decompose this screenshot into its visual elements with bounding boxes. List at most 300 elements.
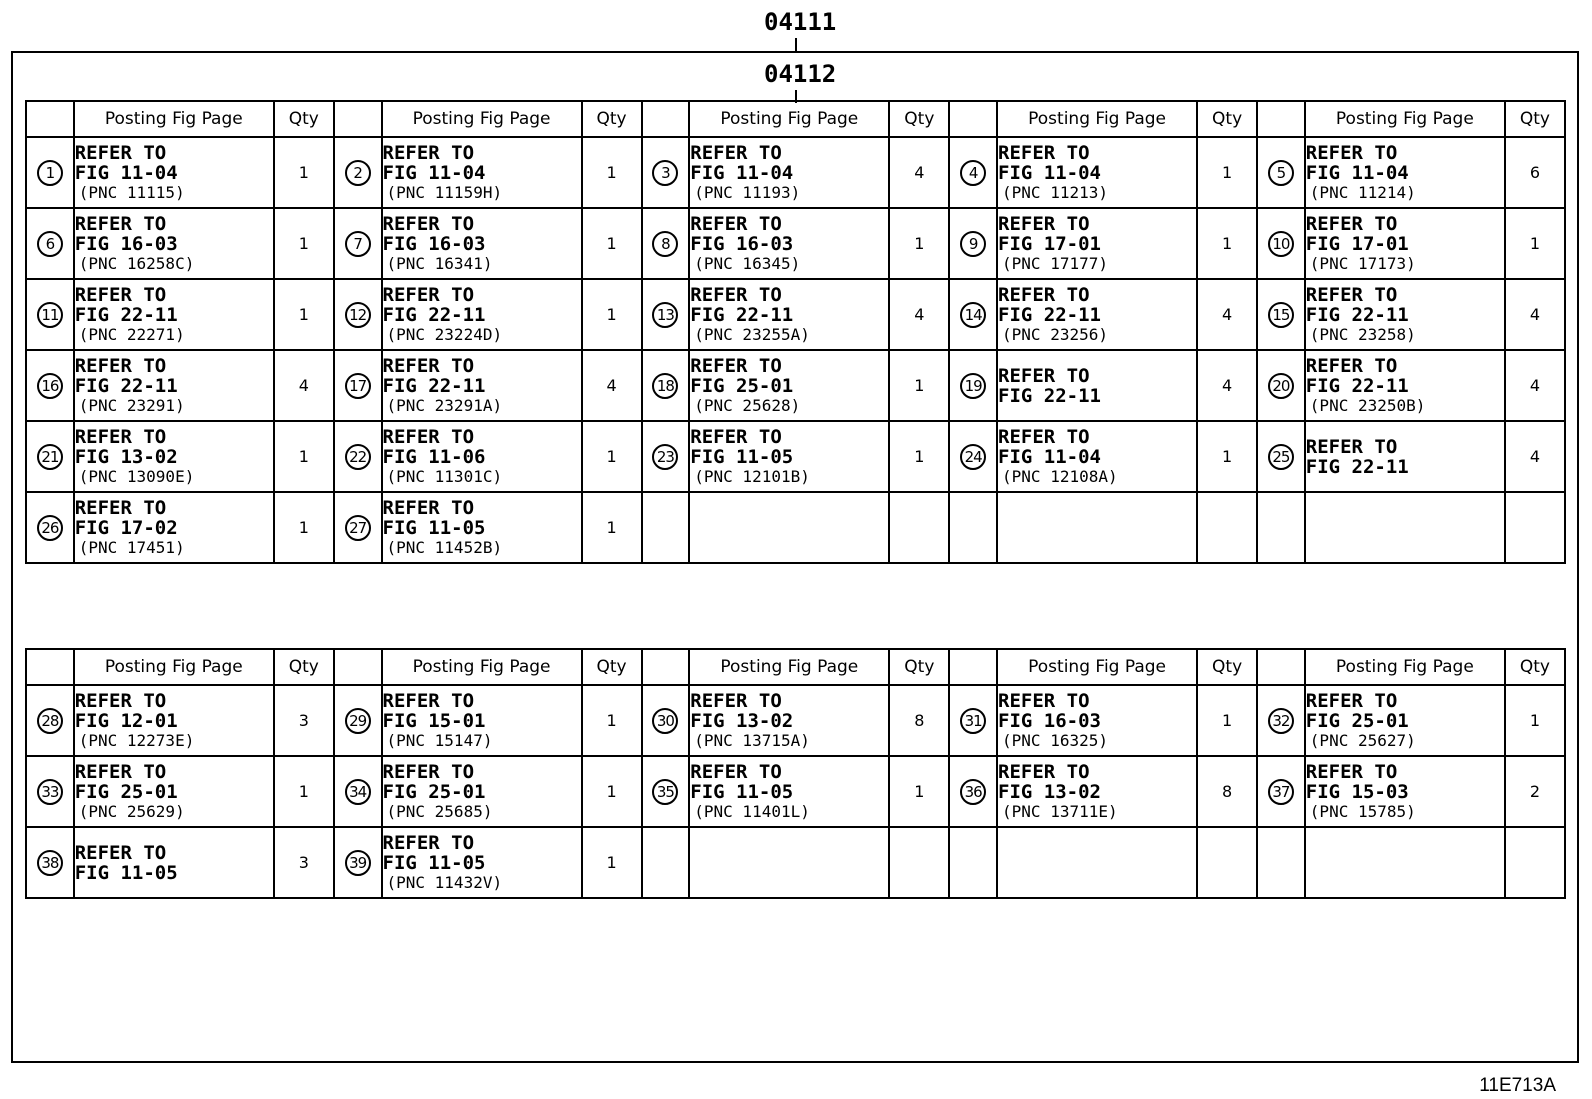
qty-header: Qty [1197,101,1257,137]
callout-cell [642,350,690,421]
posting-cell [997,279,1197,350]
refer-line: REFER TO [382,496,475,519]
fig-line: FIG 11-06 [382,445,486,468]
qty-cell: 1 [1197,421,1257,492]
refer-line: REFER TO [382,689,475,712]
callout-cell [26,279,74,350]
pnc-line: (PNC 13090E) [78,466,195,486]
qty-cell: 4 [582,350,642,421]
pnc-line: (PNC 11432V) [386,872,503,892]
callout-cell [334,756,382,827]
fig-line: FIG 11-04 [998,445,1101,468]
pnc-line: (PNC 16325) [1002,730,1108,750]
posting-cell [74,421,274,492]
fig-line: FIG 22-11 [690,303,794,326]
parts-table-1 [25,100,1566,564]
qty-cell: 1 [582,421,642,492]
refer-line: REFER TO [74,212,167,235]
qty-cell: 1 [582,137,642,208]
table-row [26,492,1565,563]
circled-number: 39 [345,850,371,876]
posting-cell [74,208,274,279]
pnc-line: (PNC 11401L) [694,801,810,821]
callout-cell [1257,279,1305,350]
pnc-line: (PNC 17177) [1002,253,1108,273]
callout-cell [26,421,74,492]
posting-cell [997,421,1197,492]
pnc-line: (PNC 23258) [1309,324,1416,344]
qty-cell: 4 [889,279,949,350]
circled-number: 26 [37,515,63,541]
callout-cell [334,827,382,898]
callout-cell [334,137,382,208]
posting-cell [1305,492,1505,563]
pnc-line: (PNC 25628) [694,395,801,415]
qty-header: Qty [582,101,642,137]
qty-cell: 3 [274,685,334,756]
posting-header: Posting Fig Page [1305,649,1505,685]
callout-cell [642,492,690,563]
circled-number: 9 [960,231,986,257]
qty-cell: 1 [274,492,334,563]
figure-id: 11E713A [1479,1075,1556,1096]
pnc-line: (PNC 16258C) [78,253,195,273]
refer-line: REFER TO [74,689,167,712]
pnc-line: (PNC 11115) [78,182,185,202]
circled-number: 13 [652,302,678,328]
qty-cell: 1 [582,492,642,563]
pnc-line: (PNC 23255A) [694,324,810,344]
pnc-line: (PNC 12108A) [1002,466,1118,486]
fig-line: FIG 11-05 [690,780,794,803]
refer-line: REFER TO [74,283,167,306]
circled-number: 36 [960,779,986,805]
callout-04112: 04112 [764,60,837,88]
fig-line: FIG 11-04 [690,161,794,184]
posting-cell [689,137,889,208]
qty-cell: 4 [1197,350,1257,421]
pnc-line: (PNC 15147) [386,730,493,750]
qty-header: Qty [1197,649,1257,685]
refer-line: REFER TO [690,141,782,164]
fig-line: FIG 22-11 [1305,303,1409,326]
refer-line: REFER TO [74,354,167,377]
refer-line: REFER TO [1305,212,1398,235]
callout-cell [1257,421,1305,492]
qty-cell: 1 [582,208,642,279]
posting-cell [382,279,582,350]
circled-number: 38 [37,850,63,876]
callout-cell [1257,350,1305,421]
refer-line: REFER TO [74,496,167,519]
posting-cell [689,492,889,563]
pnc-line: (PNC 17451) [78,537,185,557]
pnc-line: (PNC 25685) [386,801,493,821]
qty-cell: 1 [274,756,334,827]
circled-number: 8 [652,231,678,257]
circled-number: 31 [960,708,986,734]
circled-number: 4 [960,160,986,186]
posting-cell [997,350,1197,421]
posting-header: Posting Fig Page [689,101,889,137]
pnc-line: (PNC 23291) [78,395,185,415]
pnc-line: (PNC 23256) [1002,324,1108,344]
num-header [949,649,997,685]
posting-cell [1305,756,1505,827]
circled-number: 28 [37,708,63,734]
posting-cell [382,137,582,208]
callout-cell [26,492,74,563]
refer-line: REFER TO [998,141,1090,164]
qty-cell: 1 [274,137,334,208]
fig-line: FIG 22-11 [998,384,1101,407]
fig-line: FIG 22-11 [1305,455,1409,478]
posting-cell [1305,685,1505,756]
refer-line: REFER TO [74,760,167,783]
callout-cell [642,685,690,756]
posting-cell [74,137,274,208]
circled-number: 16 [37,373,63,399]
pnc-line: (PNC 23224D) [386,324,503,344]
pnc-line: (PNC 11193) [694,182,801,202]
refer-line: REFER TO [382,831,475,854]
circled-number: 7 [345,231,371,257]
circled-number: 35 [652,779,678,805]
posting-cell [74,685,274,756]
refer-line: REFER TO [74,841,167,864]
fig-line: FIG 12-01 [74,709,178,732]
callout-cell [642,421,690,492]
fig-line: FIG 11-05 [690,445,794,468]
refer-line: REFER TO [690,354,782,377]
refer-line: REFER TO [382,354,475,377]
fig-line: FIG 22-11 [1305,374,1409,397]
table-row [26,421,1565,492]
refer-line: REFER TO [690,425,782,448]
circled-number: 37 [1268,779,1294,805]
fig-line: FIG 13-02 [998,780,1101,803]
qty-cell: 8 [889,685,949,756]
fig-line: FIG 25-01 [690,374,794,397]
callout-cell [334,492,382,563]
qty-header: Qty [1505,101,1565,137]
posting-header: Posting Fig Page [1305,101,1505,137]
fig-line: FIG 22-11 [74,303,178,326]
pnc-line: (PNC 23291A) [386,395,503,415]
refer-line: REFER TO [998,364,1090,387]
fig-line: FIG 11-04 [382,161,486,184]
fig-line: FIG 17-01 [1305,232,1409,255]
callout-cell [334,279,382,350]
fig-line: FIG 16-03 [690,232,794,255]
callout-cell [26,827,74,898]
posting-cell [689,279,889,350]
qty-cell: 1 [274,279,334,350]
qty-cell: 4 [1505,350,1565,421]
callout-cell [26,756,74,827]
posting-header: Posting Fig Page [382,101,582,137]
table-row [26,137,1565,208]
fig-line: FIG 13-02 [690,709,794,732]
callout-cell [949,350,997,421]
qty-cell: 1 [889,756,949,827]
circled-number: 11 [37,302,63,328]
num-header [26,101,74,137]
circled-number: 14 [960,302,986,328]
pnc-line: (PNC 25627) [1309,730,1416,750]
num-header [642,649,690,685]
callout-cell [26,350,74,421]
callout-cell [26,208,74,279]
qty-cell: 1 [1197,685,1257,756]
posting-cell [74,279,274,350]
qty-header: Qty [889,649,949,685]
circled-number: 12 [345,302,371,328]
callout-cell [949,685,997,756]
refer-line: REFER TO [1305,689,1398,712]
posting-header: Posting Fig Page [74,649,274,685]
num-header [334,101,382,137]
posting-cell [997,137,1197,208]
callout-cell [949,492,997,563]
fig-line: FIG 17-02 [74,516,178,539]
callout-cell [642,756,690,827]
qty-cell [1197,827,1257,898]
qty-cell: 1 [889,421,949,492]
refer-line: REFER TO [690,760,782,783]
pnc-line: (PNC 13715A) [694,730,810,750]
posting-header: Posting Fig Page [689,649,889,685]
posting-cell [689,208,889,279]
fig-line: FIG 25-01 [74,780,178,803]
refer-line: REFER TO [690,689,782,712]
qty-cell: 8 [1197,756,1257,827]
posting-cell [689,756,889,827]
fig-line: FIG 11-04 [74,161,178,184]
num-header [1257,101,1305,137]
callout-cell [642,827,690,898]
qty-header: Qty [582,649,642,685]
circled-number: 34 [345,779,371,805]
refer-line: REFER TO [1305,435,1398,458]
circled-number: 1 [37,160,63,186]
fig-line: FIG 22-11 [998,303,1101,326]
qty-cell: 1 [582,279,642,350]
table-row [26,279,1565,350]
refer-line: REFER TO [1305,283,1398,306]
qty-header: Qty [889,101,949,137]
posting-cell [997,492,1197,563]
circled-number: 18 [652,373,678,399]
callout-cell [949,279,997,350]
callout-cell [334,685,382,756]
qty-cell: 4 [889,137,949,208]
callout-cell [949,421,997,492]
fig-line: FIG 16-03 [998,709,1101,732]
callout-cell [1257,685,1305,756]
pnc-line: (PNC 11301C) [386,466,503,486]
refer-line: REFER TO [690,212,782,235]
posting-cell [382,350,582,421]
callout-cell [642,279,690,350]
posting-cell [382,685,582,756]
qty-cell: 1 [889,208,949,279]
circled-number: 30 [652,708,678,734]
circled-number: 5 [1268,160,1294,186]
circled-number: 20 [1268,373,1294,399]
qty-cell: 4 [1505,279,1565,350]
posting-cell [1305,827,1505,898]
circled-number: 6 [37,231,63,257]
posting-cell [74,492,274,563]
posting-cell [689,350,889,421]
qty-cell: 3 [274,827,334,898]
refer-line: REFER TO [382,283,475,306]
fig-line: FIG 25-01 [382,780,486,803]
posting-header: Posting Fig Page [74,101,274,137]
posting-cell [1305,279,1505,350]
qty-cell: 1 [274,208,334,279]
qty-header: Qty [274,101,334,137]
refer-line: REFER TO [998,283,1090,306]
qty-cell: 4 [274,350,334,421]
posting-cell [997,208,1197,279]
qty-cell [889,827,949,898]
table-header-row [26,101,1565,137]
pnc-line: (PNC 22271) [78,324,185,344]
refer-line: REFER TO [382,425,475,448]
posting-cell [74,827,274,898]
fig-line: FIG 22-11 [382,374,486,397]
refer-line: REFER TO [1305,141,1398,164]
pnc-line: (PNC 15785) [1309,801,1416,821]
circled-number: 2 [345,160,371,186]
refer-line: REFER TO [382,212,475,235]
callout-cell [949,208,997,279]
refer-line: REFER TO [998,760,1090,783]
qty-cell: 6 [1505,137,1565,208]
fig-line: FIG 16-03 [74,232,178,255]
pnc-line: (PNC 11452B) [386,537,503,557]
qty-cell [1197,492,1257,563]
num-header [1257,649,1305,685]
callout-cell [1257,137,1305,208]
qty-cell: 4 [1197,279,1257,350]
num-header [334,649,382,685]
callout-cell [949,827,997,898]
fig-line: FIG 22-11 [382,303,486,326]
qty-cell: 1 [582,685,642,756]
fig-line: FIG 11-05 [74,861,178,884]
fig-line: FIG 16-03 [382,232,486,255]
circled-number: 32 [1268,708,1294,734]
callout-cell [26,685,74,756]
pnc-line: (PNC 25629) [78,801,185,821]
circled-number: 19 [960,373,986,399]
callout-leader-line [795,38,797,52]
posting-header: Posting Fig Page [997,101,1197,137]
num-header [26,649,74,685]
fig-line: FIG 11-04 [998,161,1101,184]
qty-cell: 1 [1505,685,1565,756]
pnc-line: (PNC 16345) [694,253,801,273]
refer-line: REFER TO [998,425,1090,448]
posting-cell [382,492,582,563]
fig-line: FIG 25-01 [1305,709,1409,732]
refer-line: REFER TO [382,760,475,783]
refer-line: REFER TO [382,141,475,164]
fig-line: FIG 11-04 [1305,161,1409,184]
posting-cell [382,421,582,492]
circled-number: 25 [1268,444,1294,470]
qty-cell [889,492,949,563]
refer-line: REFER TO [998,212,1090,235]
posting-cell [689,827,889,898]
posting-cell [997,756,1197,827]
callout-cell [1257,492,1305,563]
pnc-line: (PNC 11214) [1309,182,1416,202]
refer-line: REFER TO [1305,760,1398,783]
callout-04111: 04111 [764,8,837,36]
fig-line: FIG 11-05 [382,851,486,874]
qty-cell: 4 [1505,421,1565,492]
callout-cell [1257,827,1305,898]
posting-cell [382,827,582,898]
pnc-line: (PNC 23250B) [1309,395,1426,415]
fig-line: FIG 22-11 [74,374,178,397]
circled-number: 15 [1268,302,1294,328]
qty-cell: 1 [889,350,949,421]
qty-header: Qty [1505,649,1565,685]
table-row [26,756,1565,827]
posting-cell [382,756,582,827]
qty-header: Qty [274,649,334,685]
posting-cell [1305,137,1505,208]
circled-number: 24 [960,444,986,470]
table-header-row [26,649,1565,685]
callout-cell [949,137,997,208]
pnc-line: (PNC 11159H) [386,182,503,202]
posting-cell [689,421,889,492]
qty-cell: 1 [1197,208,1257,279]
posting-cell [1305,350,1505,421]
circled-number: 17 [345,373,371,399]
callout-cell [334,350,382,421]
callout-cell [334,421,382,492]
callout-cell [26,137,74,208]
num-header [949,101,997,137]
fig-line: FIG 11-05 [382,516,486,539]
circled-number: 21 [37,444,63,470]
refer-line: REFER TO [1305,354,1398,377]
pnc-line: (PNC 12101B) [694,466,810,486]
posting-cell [74,350,274,421]
posting-cell [1305,421,1505,492]
callout-cell [642,137,690,208]
refer-line: REFER TO [690,283,782,306]
circled-number: 10 [1268,231,1294,257]
circled-number: 23 [652,444,678,470]
posting-cell [689,685,889,756]
posting-header: Posting Fig Page [997,649,1197,685]
fig-line: FIG 15-03 [1305,780,1409,803]
parts-table-2 [25,648,1566,899]
qty-cell [1505,827,1565,898]
table-row [26,350,1565,421]
posting-cell [1305,208,1505,279]
posting-cell [74,756,274,827]
callout-cell [1257,208,1305,279]
